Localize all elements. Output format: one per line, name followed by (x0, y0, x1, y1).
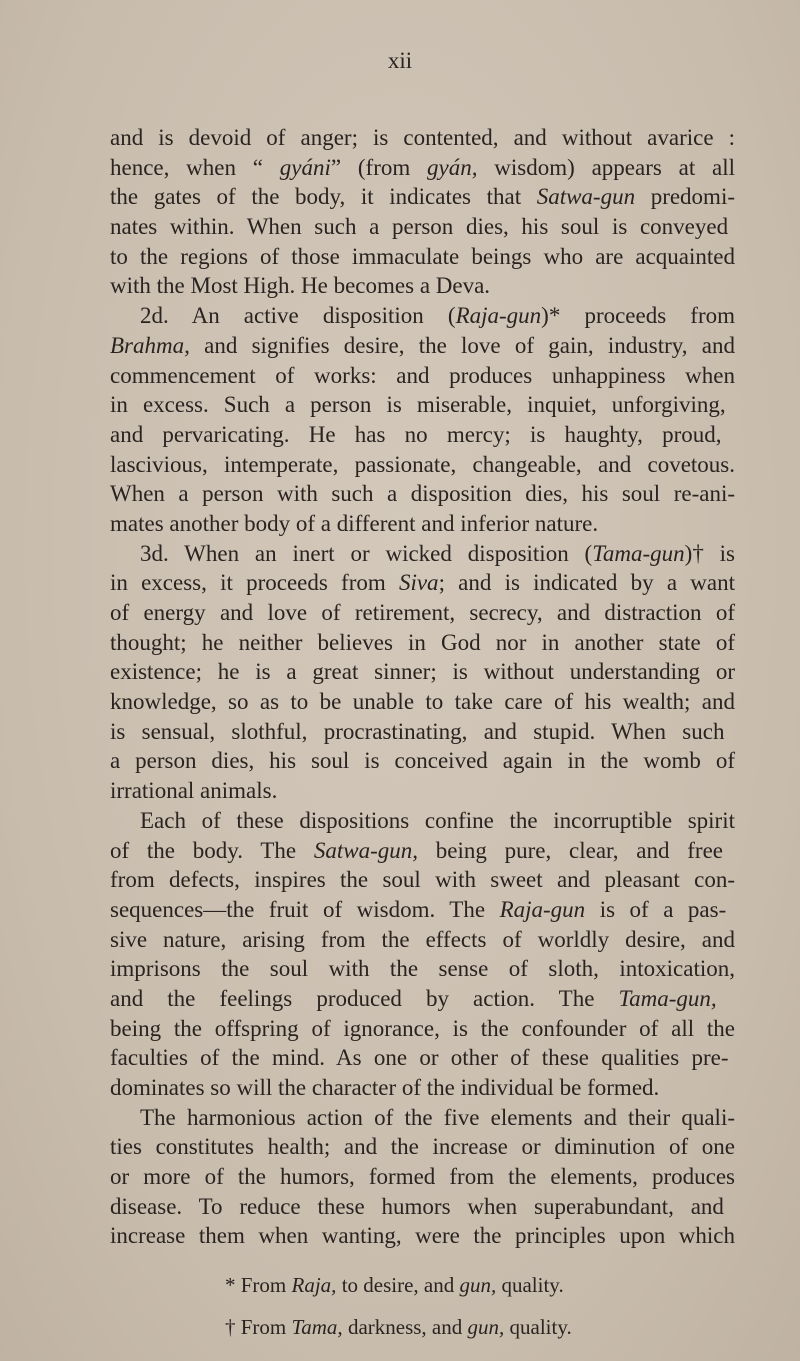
text-run: ” (from (330, 154, 428, 180)
text-line-content (140, 301, 735, 331)
text-line-content (110, 984, 717, 1014)
text-run: and the feelings produced by action. The (110, 985, 619, 1011)
text-line-content (110, 1043, 728, 1073)
italic-text: Satwa-gun (536, 184, 636, 210)
text-line (110, 479, 735, 509)
text-line (110, 746, 735, 776)
text-line-content (110, 182, 735, 212)
italic-text: Raja, (291, 1273, 337, 1297)
text-line (110, 509, 735, 539)
text-line (110, 450, 735, 480)
page-number: xii (387, 48, 413, 73)
text-run: increase them when wanting, were the principles upon which (110, 1223, 735, 1249)
text-run: knowledge, so as to be unable to take care of his wealth; and (110, 689, 735, 715)
text-line (110, 1014, 735, 1044)
text-run: † From (225, 1315, 292, 1339)
text-line (110, 1073, 735, 1103)
italic-text: gun, (459, 1273, 497, 1297)
text-run: from defects, inspires the soul with sweet and pleasant con- (110, 867, 735, 893)
text-line-content (110, 836, 723, 866)
text-run: faculties of the mind. As one or other of these qualities pre- (110, 1045, 729, 1071)
body-text (110, 123, 735, 1251)
italic-text: Tama-gun, (618, 985, 717, 1011)
text-run: 3d. When an inert or wicked disposition ( (140, 540, 593, 566)
text-run: imprisons the soul with the sense of sloth, intoxication, (110, 956, 735, 982)
text-run: with the Most High. He becomes a Deva. (110, 273, 491, 299)
text-line-content (110, 687, 735, 717)
text-line-content (110, 212, 728, 242)
text-run: darkness, and (342, 1315, 468, 1339)
text-line-content (110, 390, 726, 420)
text-run: is of a pas- (585, 896, 727, 922)
italic-text: Tama-gun (592, 540, 685, 566)
text-line (110, 271, 735, 301)
text-line-content (110, 776, 277, 806)
text-run: the gates of the body, it indicates that (110, 184, 537, 210)
text-line (110, 806, 735, 836)
text-line-content (110, 598, 735, 628)
text-line-content (110, 153, 735, 183)
text-run: existence; he is a great sinner; is without understanding or (110, 659, 735, 685)
text-line (110, 361, 735, 391)
text-line-content (140, 539, 735, 569)
text-run: The harmonious action of the five elements and their quali- (140, 1104, 735, 1130)
text-line-content (110, 746, 735, 776)
text-run: a person dies, his soul is conceived again in the womb of (110, 748, 735, 774)
text-run: in excess. Such a person is miserable, inquiet, unforgiving, (110, 392, 726, 418)
text-line-content (110, 1162, 735, 1192)
text-line (110, 865, 735, 895)
text-line (110, 1132, 735, 1162)
text-line (110, 420, 735, 450)
text-line (110, 925, 735, 955)
text-run: ties constitutes health; and the increase or diminution of one (110, 1134, 735, 1160)
text-run: nates within. When such a person dies, his soul is conveyed (110, 214, 729, 240)
text-line (110, 687, 735, 717)
text-run: being the offspring of ignorance, is the confounder of all the (110, 1015, 735, 1041)
italic-text: Raja-gun (455, 303, 542, 329)
text-line (110, 628, 735, 658)
text-line-content (110, 479, 735, 509)
footnote (225, 1312, 572, 1342)
text-run: to desire, and (336, 1273, 460, 1297)
text-line-content (110, 1221, 735, 1251)
text-run: Each of these dispositions confine the incorruptible spirit (140, 807, 735, 833)
text-line (110, 895, 735, 925)
text-run: )* proceeds from (541, 303, 735, 329)
italic-text: Raja-gun (499, 896, 586, 922)
text-line-content (110, 895, 726, 925)
text-line-content (110, 657, 735, 687)
text-line-content (140, 806, 735, 836)
text-line-content (110, 331, 735, 361)
text-run: thought; he neither believes in God nor in another state of (110, 629, 735, 655)
text-line-content (110, 271, 490, 301)
text-line (110, 1221, 735, 1251)
text-run: predomi- (635, 184, 736, 210)
text-line (110, 984, 735, 1014)
text-line (110, 182, 735, 212)
italic-text: gyáni (279, 154, 331, 180)
text-line-content (110, 361, 735, 391)
text-line-content (110, 450, 735, 480)
text-line (110, 331, 735, 361)
text-line-content (140, 1103, 735, 1133)
text-run: of the body. The (110, 837, 314, 863)
text-run: and pervaricating. He has no mercy; is haughty, proud, (110, 421, 722, 447)
text-line-content (110, 242, 735, 272)
text-line-content (110, 509, 598, 539)
italic-text: Brahma, (110, 332, 190, 358)
text-run: quality. (504, 1315, 572, 1339)
text-line (110, 1043, 735, 1073)
text-run: irrational animals. (110, 778, 278, 804)
text-line (110, 568, 735, 598)
text-line-content (110, 1014, 735, 1044)
text-run: and signifies desire, the love of gain, industry, and (189, 332, 735, 358)
text-line (110, 598, 735, 628)
italic-text: gyán, (427, 154, 478, 180)
text-line (110, 1103, 735, 1133)
text-run: wisdom) appears at all (477, 154, 735, 180)
italic-text: Satwa-gun, (313, 837, 419, 863)
text-run: hence, when “ (110, 154, 280, 180)
text-run: being pure, clear, and free (418, 837, 723, 863)
text-run: mates another body of a different and inferior nature. (110, 510, 599, 536)
text-line (110, 836, 735, 866)
text-run: )† is (684, 540, 735, 566)
text-run: dominates so will the character of the individual be formed. (110, 1075, 660, 1100)
text-run: to the regions of those immaculate beings who are acquainted (110, 243, 735, 269)
text-line-content (110, 1132, 735, 1162)
text-run: in excess, it proceeds from (110, 570, 399, 596)
text-run: and is devoid of anger; is contented, and without avarice : (110, 125, 735, 150)
text-run: sequences—the fruit of wisdom. The (110, 896, 500, 922)
text-line (110, 954, 735, 984)
text-line-content (110, 865, 735, 895)
text-run: ; and is indicated by a want (438, 570, 735, 596)
text-run: quality. (496, 1273, 564, 1297)
text-line-content (110, 420, 722, 450)
text-line (110, 390, 735, 420)
text-line (110, 657, 735, 687)
text-run: 2d. An active disposition ( (140, 303, 456, 329)
text-line (110, 123, 735, 153)
text-run: disease. To reduce these humors when superabundant, and (110, 1193, 724, 1219)
text-line (110, 153, 735, 183)
text-run: or more of the humors, formed from the elements, produces (110, 1164, 735, 1190)
text-line-content (110, 628, 735, 658)
text-run: * From (225, 1273, 292, 1297)
text-line (110, 1162, 735, 1192)
text-line-content (110, 1192, 724, 1222)
text-line-content (110, 568, 735, 598)
text-run: commencement of works: and produces unhappiness when (110, 362, 735, 388)
text-run: When a person with such a disposition dies, his soul re-ani- (110, 481, 735, 507)
text-line-content (110, 925, 735, 955)
text-run: sive nature, arising from the effects of worldly desire, and (110, 926, 735, 952)
italic-text: gun, (467, 1315, 505, 1339)
italic-text: Siva (398, 570, 439, 596)
text-line (110, 242, 735, 272)
text-run: of energy and love of retirement, secrecy, and distraction of (110, 600, 735, 625)
text-line-content (110, 1073, 659, 1103)
text-line (110, 212, 735, 242)
text-line (110, 301, 735, 331)
text-line-content (110, 123, 735, 153)
footnote (225, 1270, 564, 1300)
text-line-content (110, 717, 724, 747)
text-line (110, 776, 735, 806)
text-run: is sensual, slothful, procrastinating, and stupid. When such (110, 718, 725, 744)
text-run: lascivious, intemperate, passionate, changeable, and covetous. (110, 451, 735, 477)
text-line (110, 717, 735, 747)
italic-text: Tama, (291, 1315, 343, 1339)
text-line-content (110, 954, 735, 984)
text-line (110, 539, 735, 569)
text-line (110, 1192, 735, 1222)
